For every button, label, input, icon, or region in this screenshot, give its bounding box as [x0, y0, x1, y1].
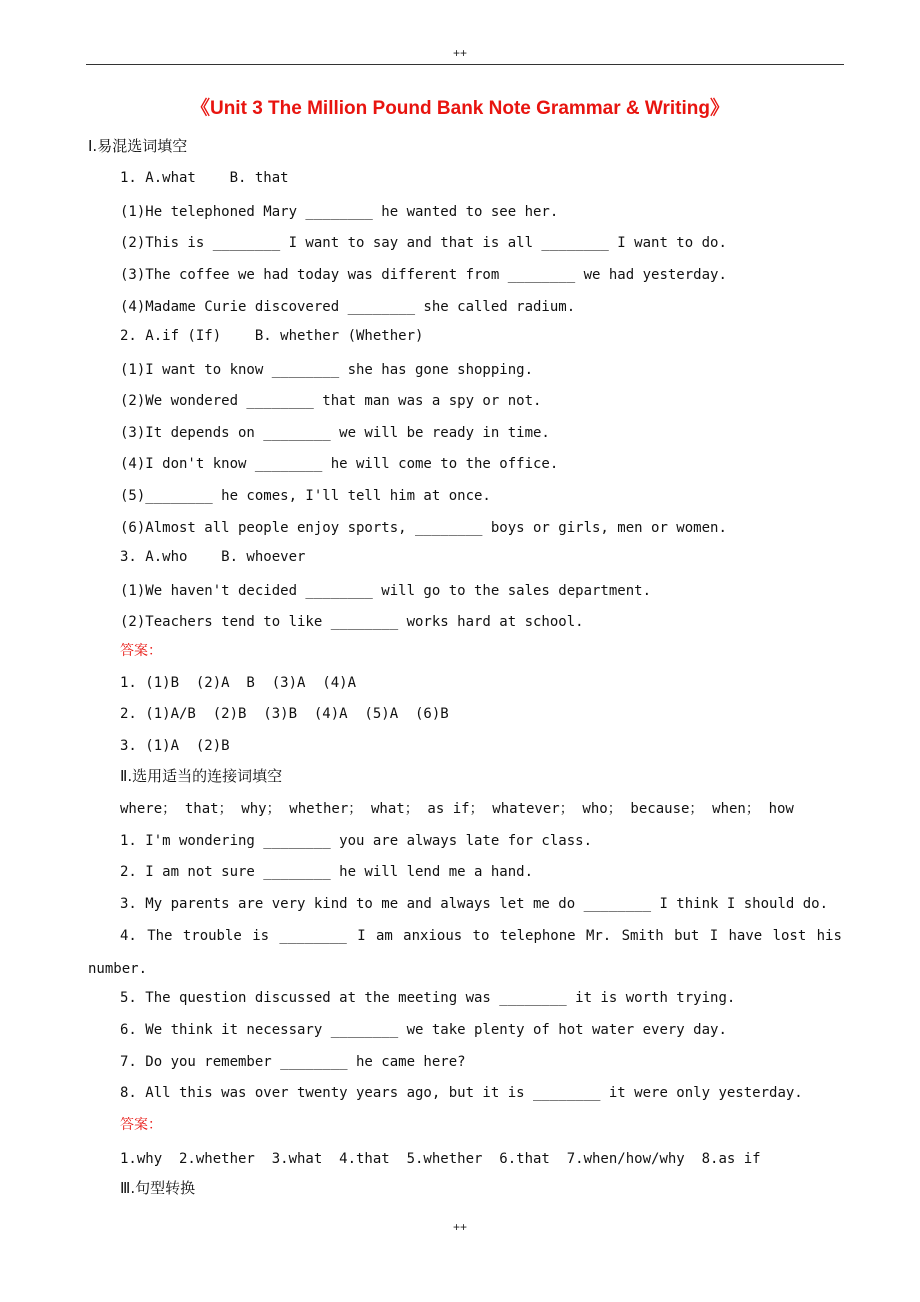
word-bank-item: where； — [120, 801, 177, 817]
page-title: 《Unit 3 The Million Pound Bank Note Grammar & Writing》 — [190, 98, 729, 119]
word: is — [252, 928, 270, 944]
word: his — [816, 928, 842, 944]
answer-line: 1.why 2.whether 3.what 4.that 5.whether 6.that 7.when/how/why 8.as if — [120, 1151, 761, 1167]
question-line: (1)I want to know ________ she has gone shopping. — [120, 362, 534, 378]
word: but — [674, 928, 700, 944]
word-bank-item: who； — [582, 801, 622, 817]
word: I — [709, 928, 719, 944]
question-line: 8. All this was over twenty years ago, but it is ________ it were only yesterday. — [120, 1085, 803, 1101]
word: ________ — [279, 928, 347, 944]
footer-mark: ++ — [452, 1220, 467, 1234]
word: am — [375, 928, 393, 944]
answer-line: 2. (1)A/B (2)B (3)B (4)A (5)A (6)B — [120, 706, 449, 722]
question-line: (2)This is ________ I want to say and that is all ________ I want to do. — [120, 235, 727, 251]
section-1-heading: Ⅰ.易混选词填空 — [88, 137, 188, 155]
word-bank-item: how — [768, 801, 794, 817]
word-bank-item: whatever； — [492, 801, 574, 817]
group-2-options: 2. A.if (If) B. whether (Whether) — [120, 328, 424, 344]
question-line: 2. I am not sure ________ he will lend me a hand. — [120, 864, 534, 880]
question-line: (3)It depends on ________ we will be ready in time. — [120, 425, 550, 441]
question-line: 7. Do you remember ________ he came here? — [120, 1054, 466, 1070]
question-line: (4)I don't know ________ he will come to the office. — [120, 456, 559, 472]
group-1-options: 1. A.what B. that — [120, 170, 289, 186]
answer-line: 1. (1)B (2)A B (3)A (4)A — [120, 675, 357, 691]
word: Smith — [621, 928, 664, 944]
question-line: (5)________ he comes, I'll tell him at once. — [120, 488, 491, 504]
question-line: (2)We wondered ________ that man was a spy or not. — [120, 393, 542, 409]
question-line: (3)The coffee we had today was different from ________ we had yesterday. — [120, 267, 727, 283]
question-line-justified — [120, 926, 842, 946]
header-rule — [86, 64, 844, 65]
word-bank — [120, 799, 794, 819]
word: trouble — [182, 928, 242, 944]
question-line-continuation: number. — [88, 961, 148, 977]
question-line: (1)He telephoned Mary ________ he wanted to see her. — [120, 204, 559, 220]
question-line: (6)Almost all people enjoy sports, ________ boys or girls, men or women. — [120, 520, 727, 536]
header-mark: ++ — [452, 46, 467, 60]
word-bank-item: as if； — [427, 801, 484, 817]
group-3-options: 3. A.who B. whoever — [120, 549, 306, 565]
word-bank-item: what； — [371, 801, 419, 817]
word-bank-item: whether； — [289, 801, 363, 817]
word: have — [728, 928, 763, 944]
word: I — [357, 928, 366, 944]
word: to — [472, 928, 490, 944]
answer-label: 答案： — [120, 1117, 162, 1133]
question-line: 5. The question discussed at the meeting was ________ it is worth trying. — [120, 990, 736, 1006]
question-line: (1)We haven't decided ________ will go to the sales department. — [120, 583, 652, 599]
word-bank-item: because； — [630, 801, 704, 817]
answer-label: 答案： — [120, 643, 162, 659]
word: telephone — [499, 928, 576, 944]
word-bank-item: that； — [184, 801, 233, 817]
word: 4. — [120, 928, 137, 944]
section-2-heading: Ⅱ.选用适当的连接词填空 — [120, 767, 283, 785]
word-bank-item: why； — [241, 801, 281, 817]
section-3-heading: Ⅲ.句型转换 — [120, 1179, 196, 1197]
question-line: 1. I'm wondering ________ you are always late for class. — [120, 833, 593, 849]
word-bank-item: when； — [712, 801, 760, 817]
word: The — [147, 928, 173, 944]
question-line: (2)Teachers tend to like ________ works hard at school. — [120, 614, 584, 630]
question-line: 3. My parents are very kind to me and always let me do ________ I think I should do. — [120, 896, 829, 912]
word: lost — [772, 928, 807, 944]
answer-line: 3. (1)A (2)B — [120, 738, 230, 754]
question-line: 6. We think it necessary ________ we take plenty of hot water every day. — [120, 1022, 727, 1038]
word: anxious — [403, 928, 463, 944]
word: Mr. — [585, 928, 612, 944]
question-line: (4)Madame Curie discovered ________ she called radium. — [120, 299, 576, 315]
